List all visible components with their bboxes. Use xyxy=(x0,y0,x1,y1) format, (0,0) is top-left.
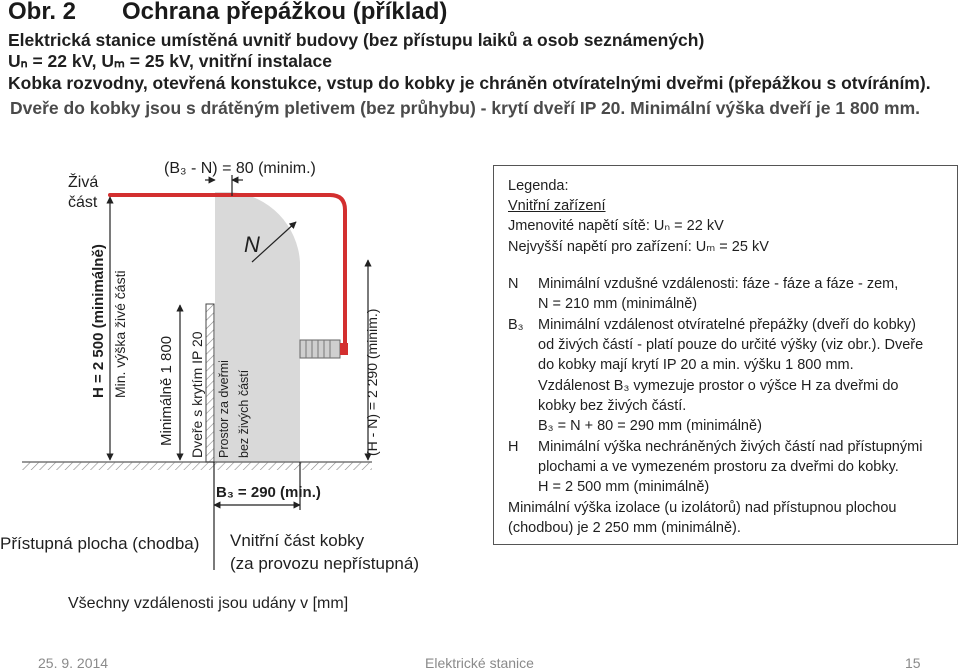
legend-b3-line-1: Minimální vzdálenost otvíratelné přepážky (dveří do kobky) xyxy=(538,317,916,333)
dim-b3-label: B₃ = 290 (min.) xyxy=(216,484,321,501)
legend-n-line-1: Minimální vzdušné vzdálenosti: fáze - fáze a fáze - zem, xyxy=(538,276,899,292)
legend-b3-line-2: od živých částí - platí pouze do určité výšky (viz obr.). Dveře xyxy=(538,337,924,353)
legend-key-n: N xyxy=(508,276,519,292)
header-line-1: Elektrická stanice umístěná uvnitř budovy (bez přístupu laiků a osob seznámených) xyxy=(8,30,705,50)
header-line-2: Uₙ = 22 kV, Uₘ = 25 kV, vnitřní instalace xyxy=(8,51,332,71)
ground-hatch xyxy=(22,462,372,470)
legend-key-h: H xyxy=(508,439,519,455)
legend-b3-line-6: B₃ = N + 80 = 290 mm (minimálně) xyxy=(538,418,762,434)
header-line-4: Dveře do kobky jsou s drátěným pletivem (bez průhybu) - krytí dveří IP 20. Minimální výška dveří je 1 800 mm. xyxy=(10,98,921,118)
live-part-label-2: část xyxy=(68,194,98,211)
figure-number: Obr. 2 xyxy=(8,0,77,25)
footer-page-number: 15 xyxy=(905,655,921,671)
door-label: Dveře s krytím IP 20 xyxy=(189,331,205,458)
accessible-area-label: Přístupná plocha (chodba) xyxy=(0,534,200,553)
legend-footer-2: (chodbou) je 2 250 mm (minimálně). xyxy=(508,520,741,536)
figure-title-text: Ochrana přepážkou (příklad) xyxy=(122,0,448,25)
legend-max-voltage: Nejvyšší napětí pro zařízení: Uₘ = 25 kV xyxy=(508,239,769,255)
footer-center: Elektrické stanice xyxy=(425,655,534,671)
legend-key-b3: B₃ xyxy=(508,317,524,333)
legend-box xyxy=(493,165,958,545)
legend-h-line-1: Minimální výška nechráněných živých částí nad přístupnými xyxy=(538,439,923,455)
legend-h-line-2: plochami a ve vymezeném prostoru za dveřmi do kobky. xyxy=(538,459,899,475)
legend-h-line-3: H = 2 500 mm (minimálně) xyxy=(538,479,710,495)
legend-b3-line-3: do kobky mají krytí IP 20 a min. výšku 1 800 mm. xyxy=(538,357,854,373)
dim-h-label: H = 2 500 (minimálně) xyxy=(90,244,107,398)
dim-h-sub-label: Min. výška živé části xyxy=(112,270,128,398)
legend-b3-line-5: kobky bez živých částí. xyxy=(538,398,687,414)
dim-b3-minus-n-label: (B₃ - N) = 80 (minim.) xyxy=(164,160,316,177)
door-mesh xyxy=(206,304,214,462)
live-part-label-1: Živá xyxy=(68,174,99,191)
footer-date: 25. 9. 2014 xyxy=(38,655,109,671)
n-label: N xyxy=(244,232,260,257)
legend-b3-line-4: Vzdálenost B₃ vymezuje prostor o výšce H za dveřmi do xyxy=(538,378,899,394)
inner-part-label-2: (za provozu nepřístupná) xyxy=(230,554,419,573)
legend-n-line-2: N = 210 mm (minimálně) xyxy=(538,296,698,312)
inner-part-label-1: Vnitřní část kobky xyxy=(230,531,365,550)
dim-1800-label: Minimálně 1 800 xyxy=(158,335,175,446)
legend-footer-1: Minimální výška izolace (u izolátorů) nad přístupnou plochou xyxy=(508,500,897,516)
legend-title: Legenda: xyxy=(508,178,569,194)
space-label-2: bez živých částí xyxy=(237,369,251,458)
insulator xyxy=(300,340,348,358)
units-note: Všechny vzdálenosti jsou udány v [mm] xyxy=(68,595,349,612)
header-line-3: Kobka rozvodny, otevřená konstukce, vstup do kobky je chráněn otvíratelnými dveřmi (přepážkou s otvíráním). xyxy=(8,73,931,93)
space-label-1: Prostor za dveřmi xyxy=(217,360,231,458)
legend-subtitle: Vnitřní zařízení xyxy=(508,198,606,214)
legend-rated-voltage: Jmenovité napětí sítě: Uₙ = 22 kV xyxy=(508,218,724,234)
dim-h-minus-n-label: (H - N) = 2 290 (minim.) xyxy=(364,308,380,456)
